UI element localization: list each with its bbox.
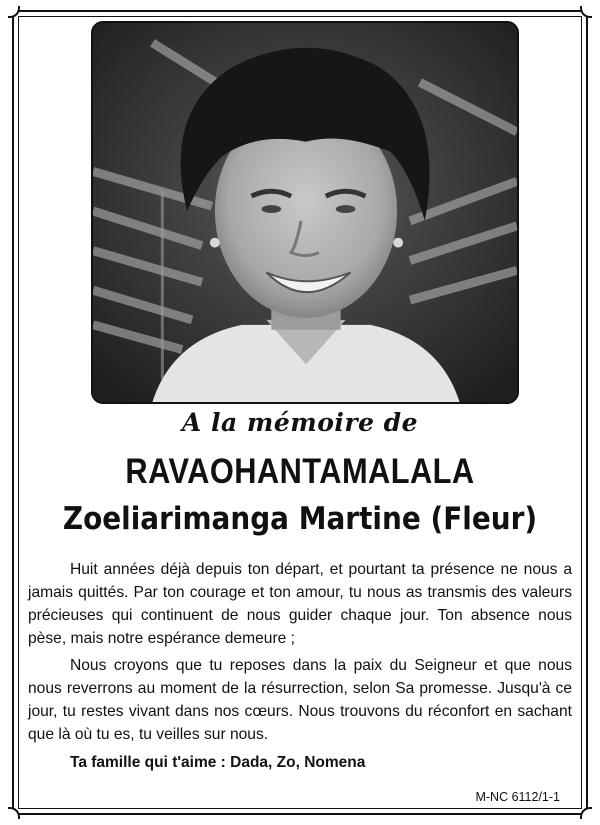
deceased-given-names: Zoeliarimanga Martine (Fleur) — [62, 501, 538, 537]
portrait-photo — [91, 21, 519, 404]
tribute-paragraph: Huit années déjà depuis ton départ, et pourtant ta présence ne nous a jamais quittés. Par ton courage et ton amour, tu nous as transmis des valeurs précieuses qui continuent de nous guider chaque jour. Ton absence nous pèse, mais notre espérance demeure ; — [28, 561, 572, 647]
in-memory-of-heading: A la mémoire de — [181, 408, 419, 437]
family-signature: Ta famille qui t'aime : Dada, Zo, Nomena — [70, 754, 366, 771]
reference-code: M-NC 6112/1-1 — [475, 790, 560, 804]
tribute-paragraph: Nous croyons que tu reposes dans la paix du Seigneur et que nous nous reverrons au moment de la résurrection, selon Sa promesse. Jusqu'à ce jour, tu restes vivant dans nos cœurs. Nous trouvons du réconfort en sachant que là où tu es, tu veilles sur nous. — [28, 657, 572, 743]
deceased-surname: RAVAOHANTAMALALA — [125, 452, 475, 491]
